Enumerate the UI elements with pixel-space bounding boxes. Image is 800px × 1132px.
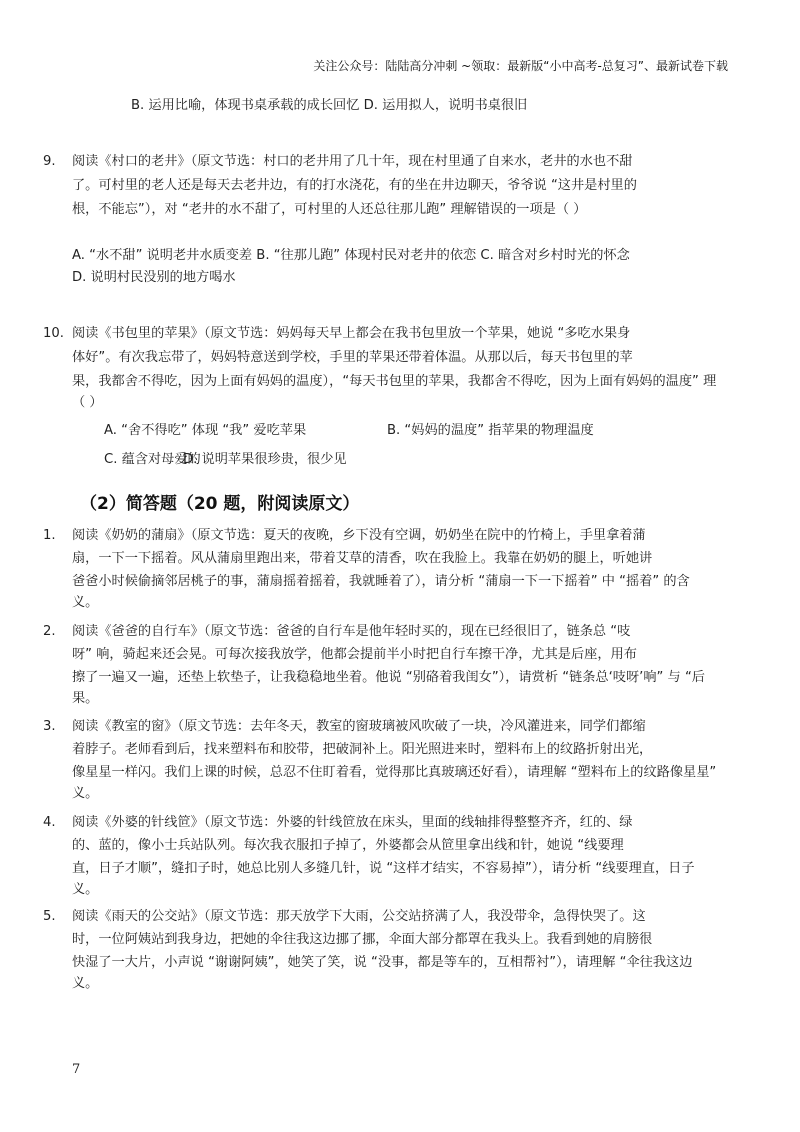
q10-text-line: （ ） [72, 395, 103, 410]
short-answer-line: 时，一位阿姨站到我身边，把她的伞往我这边挪了挪，伞面大部分都罩在我头上。我看到她的肩膀很 [72, 932, 653, 947]
q10-text-line: 体好”。有次我忘带了，妈妈特意送到学校，手里的苹果还带着体温。从那以后，每天书包里的苹 [72, 350, 633, 365]
short-answer-line: 像星星一样闪。我们上课的时候，总忍不住盯着看，觉得那比真玻璃还好看），请理解 “塑料布上的纹路像星星” [72, 765, 717, 780]
short-answer-number: 1. [43, 528, 56, 543]
q10-option-d: D. 说明苹果很珍贵，很少见 [183, 452, 347, 467]
short-answer-line: 果。 [72, 691, 99, 706]
short-answer-line: 快湿了一大片，小声说 “谢谢阿姨”，她笑了笑，说 “没事，都是等车的，互相帮衬”），请理解 “伞往我这边 [72, 955, 693, 970]
page-number: 7 [72, 1062, 81, 1077]
short-answer-line: 直，日子才顺”，缝扣子时，她总比别人多缝几针，说 “这样才结实，不容易掉”），请分析 “线要理直，日子 [72, 861, 695, 876]
q10-option-a: A. “舍不得吃” 体现 “我” 爱吃苹果 [104, 423, 307, 438]
q9-text-line: 阅读《村口的老井》（原文节选：村口的老井用了几十年，现在村里通了自来水，老井的水也不甜 [72, 154, 633, 169]
q9-number: 9. [43, 154, 56, 169]
q8-options-b-d: B. 运用比喻，体现书桌承载的成长回忆 D. 运用拟人，说明书桌很旧 [131, 98, 528, 113]
short-answer-line: 阅读《外婆的针线笸》（原文节选：外婆的针线笸放在床头，里面的线轴排得整整齐齐，红的、绿 [72, 815, 633, 830]
short-answer-line: 扇，一下一下摇着。风从蒲扇里跑出来，带着艾草的清香，吹在我脸上。我靠在奶奶的腿上，听她讲 [72, 551, 653, 566]
short-answer-line: 义。 [72, 786, 99, 801]
q10-option-b: B. “妈妈的温度” 指苹果的物理温度 [387, 423, 594, 438]
short-answer-number: 3. [43, 719, 56, 734]
page-header: 关注公众号：陆陆高分冲刺 ~领取：最新版“小中高考-总复习”、最新试卷下载 [313, 59, 728, 73]
q10-text-line: 阅读《书包里的苹果》（原文节选：妈妈每天早上都会在我书包里放一个苹果，她说 “多吃水果身 [72, 326, 631, 341]
short-answer-number: 5. [43, 909, 56, 924]
q9-options-line: A. “水不甜” 说明老井水质变差 B. “往那儿跑” 体现村民对老井的依恋 C. 暗含对乡村时光的怀念 [72, 248, 630, 263]
q9-text-line: 根，不能忘”），对 “老井的水不甜了，可村里的人还总往那儿跑” 理解错误的一项是（ ） [72, 202, 587, 217]
short-answer-line: 阅读《奶奶的蒲扇》（原文节选：夏天的夜晚，乡下没有空调，奶奶坐在院中的竹椅上，手里拿着蒲 [72, 528, 646, 543]
short-answer-number: 4. [43, 815, 56, 830]
short-answer-line: 义。 [72, 976, 99, 991]
short-answer-line: 义。 [72, 882, 99, 897]
q10-option-c: C. 蕴含对母爱的 [104, 452, 201, 467]
short-answer-line: 阅读《爸爸的自行车》（原文节选：爸爸的自行车是他年轻时买的，现在已经很旧了，链条总 “吱 [72, 624, 631, 639]
q9-text-line: 了。可村里的老人还是每天去老井边，有的打水浇花，有的坐在井边聊天，爷爷说 “这井是村里的 [72, 178, 637, 193]
short-answer-line: 阅读《雨天的公交站》（原文节选：那天放学下大雨，公交站挤满了人，我没带伞，急得快哭了。这 [72, 909, 646, 924]
short-answer-line: 阅读《教室的窗》（原文节选：去年冬天，教室的窗玻璃被风吹破了一块，冷风灌进来，同学们都缩 [72, 719, 646, 734]
q9-options-line: D. 说明村民没别的地方喝水 [72, 270, 236, 285]
short-answer-line: 的、蓝的，像小士兵站队列。每次我衣服扣子掉了，外婆都会从笸里拿出线和针，她说 “线要理 [72, 838, 624, 853]
short-answer-line: 义。 [72, 595, 99, 610]
short-answer-number: 2. [43, 624, 56, 639]
section-title: （2）简答题（20 题，附阅读原文） [80, 494, 360, 514]
q10-text-line: 果，我都舍不得吃，因为上面有妈妈的温度），“每天书包里的苹果，我都舍不得吃，因为上面有妈妈的温度” 理 [72, 374, 717, 389]
short-answer-line: 爸爸小时候偷摘邻居桃子的事，蒲扇摇着摇着，我就睡着了），请分析 “蒲扇一下一下摇着” 中 “摇着” 的含 [72, 574, 690, 589]
short-answer-line: 呀” 响，骑起来还会晃。可每次接我放学，他都会提前半小时把自行车擦干净，尤其是后座，用布 [72, 647, 637, 662]
q10-number: 10. [43, 326, 64, 341]
short-answer-line: 着脖子。老师看到后，找来塑料布和胶带，把破洞补上。阳光照进来时，塑料布上的纹路折射出光， [72, 742, 653, 757]
short-answer-line: 擦了一遍又一遍，还垫上软垫子，让我稳稳地坐着。他说 “别硌着我闺女”），请赏析 “链条总‘吱呀’响” 与 “后 [72, 670, 705, 685]
